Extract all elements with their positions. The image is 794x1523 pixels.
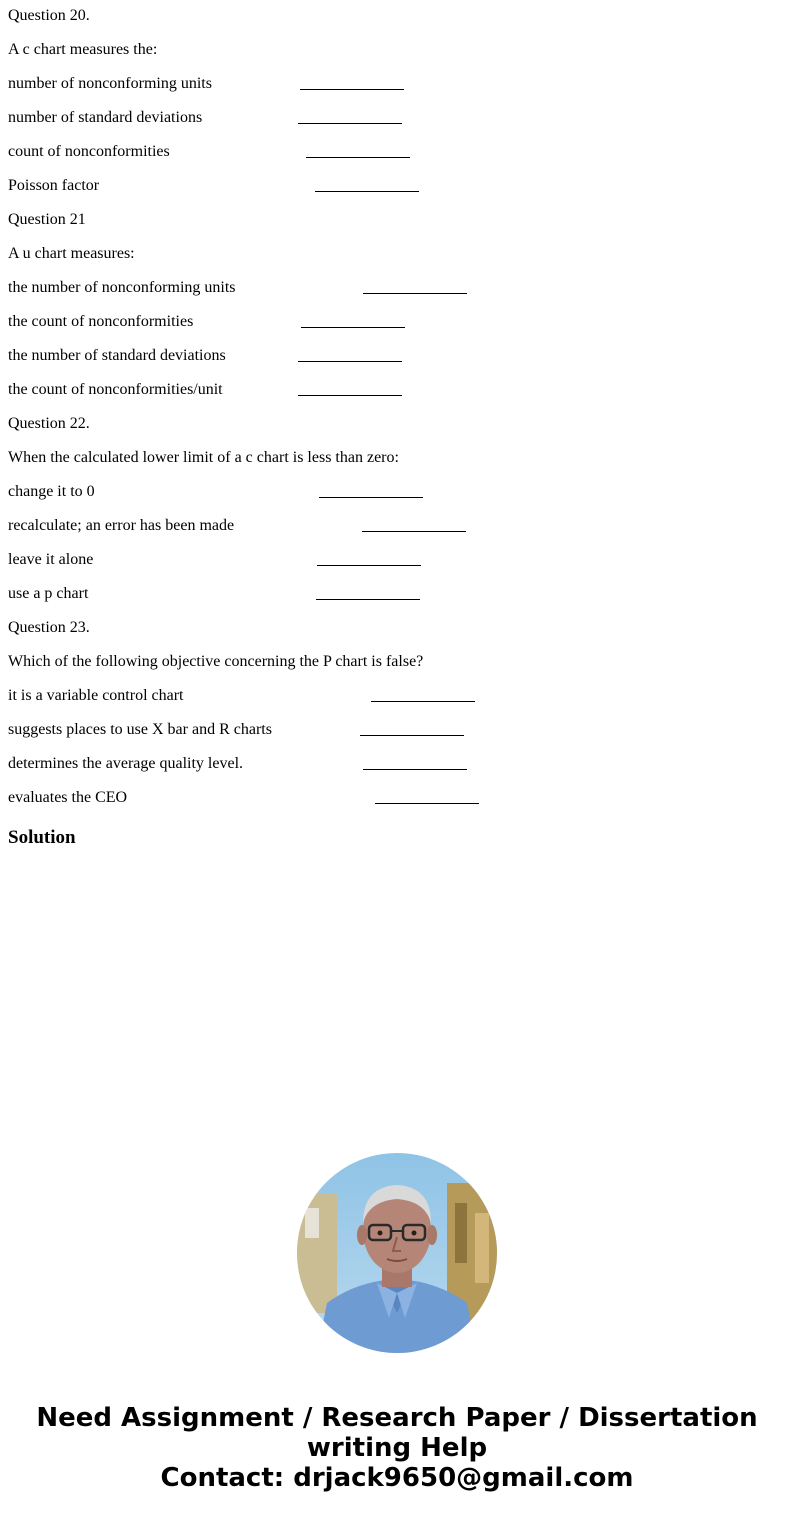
- question-23-option-4: [8, 788, 778, 808]
- question-23-option-3: [8, 754, 778, 774]
- question-22-option-3: [8, 550, 778, 570]
- question-20-option-2: [8, 108, 778, 128]
- solution-heading: Solution: [8, 827, 76, 848]
- promo-line-1: Need Assignment / Research Paper / Dissertation: [36, 1403, 758, 1433]
- option-text: number of standard deviations: [8, 109, 203, 126]
- answer-blank[interactable]: [316, 584, 420, 600]
- question-21-option-4: [8, 380, 778, 400]
- portrait-photo: [297, 1153, 497, 1353]
- question-23-option-1: [8, 686, 778, 706]
- answer-blank[interactable]: [371, 686, 475, 702]
- option-text: recalculate; an error has been made: [8, 517, 235, 534]
- question-20-prompt: A c chart measures the:: [8, 41, 158, 58]
- question-21-prompt: A u chart measures:: [8, 245, 135, 262]
- option-text: the number of standard deviations: [8, 347, 226, 364]
- option-text: the count of nonconformities/unit: [8, 381, 223, 398]
- answer-blank[interactable]: [363, 754, 467, 770]
- option-text: suggests places to use X bar and R charts: [8, 721, 272, 738]
- option-text: it is a variable control chart: [8, 687, 184, 704]
- answer-blank[interactable]: [317, 550, 421, 566]
- question-21-option-1: [8, 278, 778, 298]
- option-text: use a p chart: [8, 585, 89, 602]
- promo-banner: [0, 1403, 794, 1493]
- question-20-option-1: [8, 74, 778, 94]
- option-text: leave it alone: [8, 551, 94, 568]
- question-23-title: Question 23.: [8, 619, 90, 636]
- question-20-title: Question 20.: [8, 7, 90, 24]
- answer-blank[interactable]: [298, 380, 402, 396]
- answer-blank[interactable]: [300, 74, 404, 90]
- question-22-option-2: [8, 516, 778, 536]
- question-21-title: Question 21: [8, 211, 86, 228]
- option-text: Poisson factor: [8, 177, 100, 194]
- question-22-title: Question 22.: [8, 415, 90, 432]
- option-text: number of nonconforming units: [8, 75, 212, 92]
- question-22-option-1: [8, 482, 778, 502]
- option-text: the number of nonconforming units: [8, 279, 236, 296]
- question-20-option-4: [8, 176, 778, 196]
- answer-blank[interactable]: [375, 788, 479, 804]
- answer-blank[interactable]: [298, 108, 402, 124]
- answer-blank[interactable]: [298, 346, 402, 362]
- question-21-option-3: [8, 346, 778, 366]
- answer-blank[interactable]: [315, 176, 419, 192]
- question-21-option-2: [8, 312, 778, 332]
- question-22-prompt: When the calculated lower limit of a c chart is less than zero:: [8, 449, 399, 466]
- answer-blank[interactable]: [319, 482, 423, 498]
- answer-blank[interactable]: [363, 278, 467, 294]
- question-23-prompt: Which of the following objective concerning the P chart is false?: [8, 653, 424, 670]
- answer-blank[interactable]: [301, 312, 405, 328]
- question-22-option-4: [8, 584, 778, 604]
- option-text: evaluates the CEO: [8, 789, 128, 806]
- promo-line-2: writing Help: [306, 1433, 488, 1463]
- avatar: [297, 1153, 497, 1353]
- question-20-option-3: [8, 142, 778, 162]
- promo-contact: Contact: drjack9650@gmail.com: [160, 1463, 634, 1493]
- option-text: the count of nonconformities: [8, 313, 194, 330]
- answer-blank[interactable]: [306, 142, 410, 158]
- option-text: determines the average quality level.: [8, 755, 244, 772]
- answer-blank[interactable]: [362, 516, 466, 532]
- option-text: count of nonconformities: [8, 143, 170, 160]
- question-23-option-2: [8, 720, 778, 740]
- answer-blank[interactable]: [360, 720, 464, 736]
- option-text: change it to 0: [8, 483, 95, 500]
